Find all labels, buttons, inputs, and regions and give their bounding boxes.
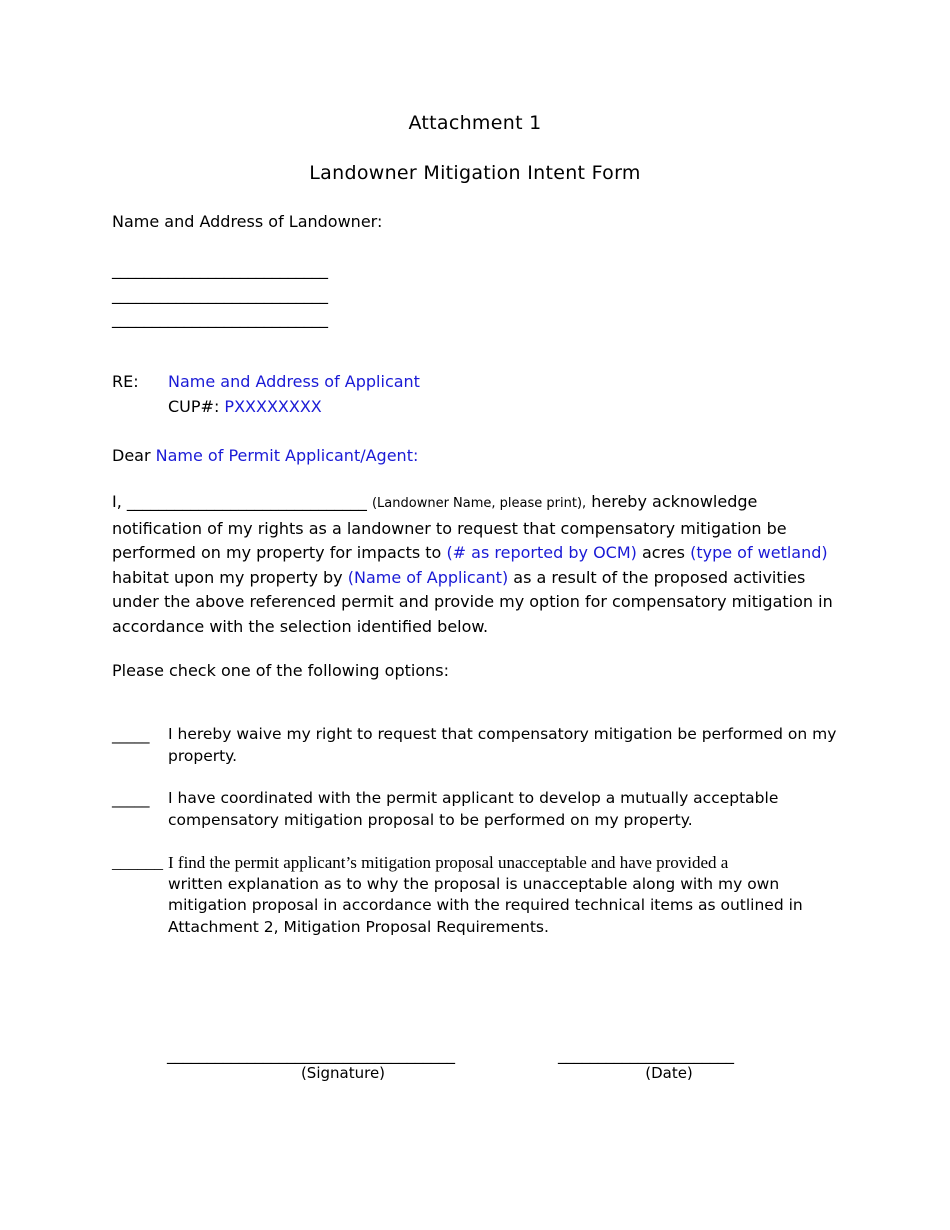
option-1-text: I hereby waive my right to request that compensatory mitigation be performed on my property.	[168, 725, 837, 765]
landowner-label: Name and Address of Landowner:	[112, 212, 383, 231]
form-title: Landowner Mitigation Intent Form	[309, 162, 641, 184]
options-prompt: Please check one of the following options:	[112, 661, 449, 680]
acknowledgement-paragraph	[112, 490, 847, 640]
paragraph-text-c: habitat upon my property by	[112, 567, 343, 587]
salutation-prefix: Dear	[112, 446, 151, 465]
signature-line[interactable]: ____________________________________	[167, 1045, 455, 1064]
landowner-line-2[interactable]: ___________________________	[112, 285, 328, 304]
option-1-checkbox-blank[interactable]: _____	[112, 726, 150, 744]
re-label: RE:	[112, 372, 139, 391]
acres-field: (# as reported by OCM)	[446, 543, 637, 563]
signature-label: (Signature)	[300, 1064, 386, 1082]
salutation	[112, 446, 418, 465]
option-3-checkbox-blank[interactable]: ______	[112, 853, 163, 872]
applicant-name-address: Name and Address of Applicant	[168, 372, 420, 391]
wetland-type-field: (type of wetland)	[690, 543, 828, 563]
option-2-text: I have coordinated with the permit applicant to develop a mutually acceptable compensatory mitigation proposal to be performed on my property.	[168, 789, 779, 829]
cup-value: PXXXXXXXX	[224, 397, 322, 416]
salutation-name: Name of Permit Applicant/Agent:	[155, 446, 419, 465]
option-2-checkbox-blank[interactable]: _____	[112, 790, 150, 808]
date-label: (Date)	[645, 1064, 693, 1082]
paragraph-text-a: hereby acknowledge notification of my rights as a landowner to request that compensatory mitigation be performed on my property for impacts to	[112, 492, 787, 563]
landowner-line-3[interactable]: ___________________________	[112, 309, 328, 328]
cup-label: CUP#:	[168, 397, 220, 416]
cup-number-line	[168, 397, 322, 416]
paragraph-text-b: acres	[641, 543, 685, 563]
landowner-name-blank[interactable]: I, ______________________________	[112, 492, 367, 511]
attachment-label: Attachment 1	[408, 112, 542, 134]
option-3-text-first-line: I find the permit applicant’s mitigation proposal unacceptable and have provided a	[168, 853, 729, 872]
landowner-name-hint: (Landowner Name, please print),	[371, 496, 587, 511]
option-3-text-rest: written explanation as to why the proposal is unacceptable along with my own mitigation proposal in accordance with the required technical items as outlined in Attachment 2, Mitigation Proposal Requirements.	[168, 874, 803, 936]
date-line[interactable]: ______________________	[558, 1045, 734, 1064]
landowner-line-1[interactable]: ___________________________	[112, 260, 328, 279]
option-3-text-block	[168, 852, 848, 938]
applicant-name-field: (Name of Applicant)	[347, 567, 509, 587]
paragraph-text-d: as a result of the proposed activities under the above referenced permit and provide my option for compensatory mitigation in accordance with the selection identified below.	[112, 567, 833, 636]
